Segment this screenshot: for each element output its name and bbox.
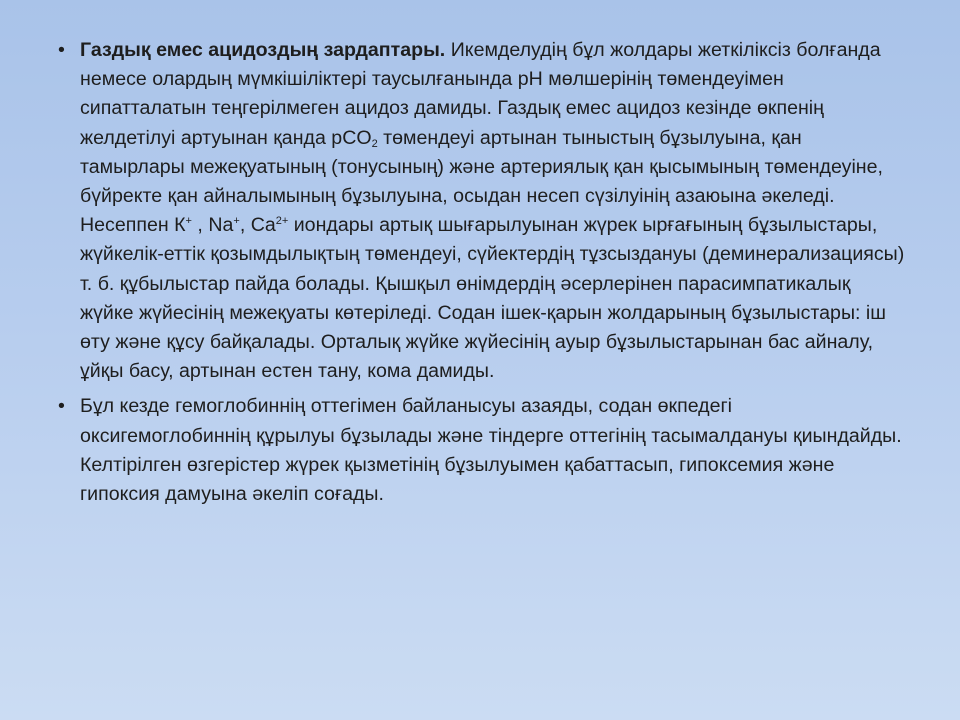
bullet-dot-icon: •	[58, 39, 65, 61]
paragraph-text-part-b: төмендеуі артынан тыныстың бұзылуына, қан тамырлары межеқуатының (тонусының) және артериялық қан қысымының төмендеуіне, бүйректе қан айналымының бұзылуына, осыдан несеп сүзілуінің азаюына әкеледі. Несеппен К	[80, 126, 883, 237]
paragraph-text-part-d: , Ca	[239, 214, 276, 237]
superscript-k-charge: +	[185, 215, 192, 228]
bullet-paragraph-acidosis-consequences	[58, 36, 908, 386]
paragraph-text: Бұл кезде гемоглобиннің оттегімен байланысуы азаяды, содан өкпедегі оксигемоглобиннің құрылуы бұзылады және тіндерге оттегінің тасымалдануы қиындайды. Келтірілген өзгерістер жүрек қызметінің бұзылуымен қабаттасып, гипоксемия және гипоксия дамуына әкеліп соғады.	[80, 395, 902, 506]
paragraph-lead-heading: Газдық емес ацидоздың зардаптары.	[80, 39, 446, 61]
subscript-2: 2	[371, 137, 378, 150]
paragraph-text-part-a: Икемделудің бұл жолдары жеткіліксіз болғанда немесе олардың мүмкішіліктері таусылғанында pH мөлшерінің төмендеуімен сипатталатын теңгерілмеген ацидоз дамиды. Газдық емес ацидоз кезінде өкпенің желдетілуі артуынан қанда pCO	[80, 39, 881, 149]
bullet-paragraph-hemoglobin	[58, 392, 908, 509]
superscript-na-charge: +	[233, 215, 240, 228]
paragraph-text-part-e: иондары артық шығарылуынан жүрек ырғағының бұзылыстары, жүйкелік-еттік қозымдылықтың төмендеуі, сүйектердің тұзсыздануы (деминерализациясы) т. б. құбылыстар пайда болады. Қышқыл өнімдердің әсерлерінен парасимпатикалық жүйке жүйесінің межеқуаты көтеріледі. Содан ішек-қарын жолдарының бұзылыстары: іш өту және құсу байқалады. Орталық жүйке жүйесінің ауыр бұзылыстарынан бас айналу, ұйқы басу, артынан естен тану, кома дамиды.	[80, 214, 905, 383]
bullet-list	[58, 36, 908, 515]
paragraph-text-part-c: , Na	[191, 214, 234, 237]
bullet-dot-icon: •	[58, 395, 65, 418]
superscript-ca-charge: 2+	[275, 215, 289, 228]
